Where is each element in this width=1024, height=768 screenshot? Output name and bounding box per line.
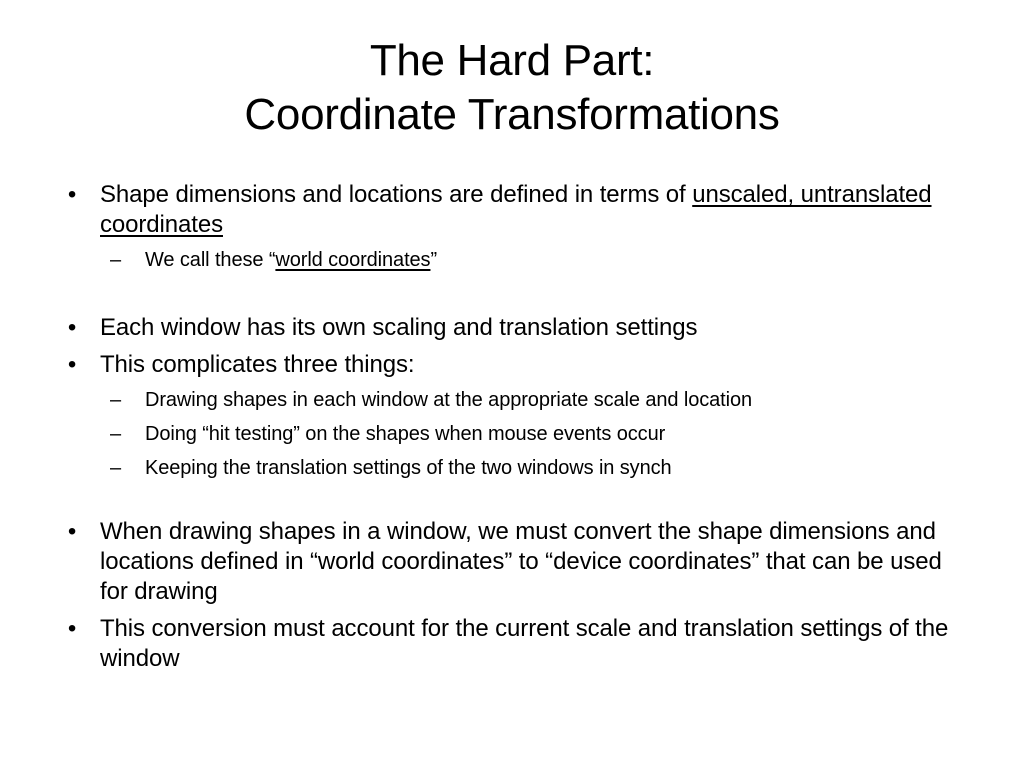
bullet-text: This conversion must account for the current scale and translation settings of the window — [100, 615, 949, 672]
dash-marker: – — [110, 457, 122, 479]
sub-bullet-underlined-text: world coordinates — [275, 249, 431, 271]
bullet-list — [62, 180, 972, 681]
dash-marker: – — [110, 389, 122, 411]
sub-bullet-item — [62, 421, 972, 447]
dash-marker: – — [110, 423, 122, 445]
bullet-item — [62, 313, 972, 343]
bullet-text: This complicates three things: — [100, 351, 415, 378]
sub-bullet-text: Keeping the translation settings of the two windows in synch — [145, 457, 672, 479]
title-line-1: The Hard Part: — [369, 36, 655, 85]
bullet-marker: • — [67, 518, 77, 545]
bullet-item — [62, 517, 972, 607]
sub-bullet-item — [62, 455, 972, 481]
bullet-item — [62, 614, 972, 674]
slide-title — [60, 34, 964, 142]
sub-bullet-item — [62, 387, 972, 413]
sub-bullet-text-end: ” — [430, 249, 438, 271]
bullet-marker: • — [67, 181, 77, 208]
bullet-text: Shape dimensions and locations are defined in terms of — [100, 181, 693, 208]
bullet-marker: • — [67, 615, 77, 642]
bullet-item — [62, 180, 972, 240]
sub-bullet-text: Drawing shapes in each window at the appropriate scale and location — [145, 389, 753, 411]
title-line-2: Coordinate Transformations — [244, 90, 780, 139]
bullet-marker: • — [67, 351, 77, 378]
bullet-text: Each window has its own scaling and translation settings — [100, 314, 698, 341]
bullet-marker: • — [67, 314, 77, 341]
bullet-item — [62, 350, 972, 380]
sub-bullet-text: We call these “ — [145, 249, 276, 271]
bullet-text: When drawing shapes in a window, we must convert the shape dimensions and locations defined in “world coordinates” to “device coordinates” that can be used for drawing — [100, 518, 942, 605]
sub-bullet-text: Doing “hit testing” on the shapes when mouse events occur — [145, 423, 666, 445]
sub-bullet-item — [62, 247, 972, 273]
bullet-underlined-text: unscaled, untranslated coordinates — [100, 181, 932, 238]
dash-marker: – — [110, 249, 122, 271]
